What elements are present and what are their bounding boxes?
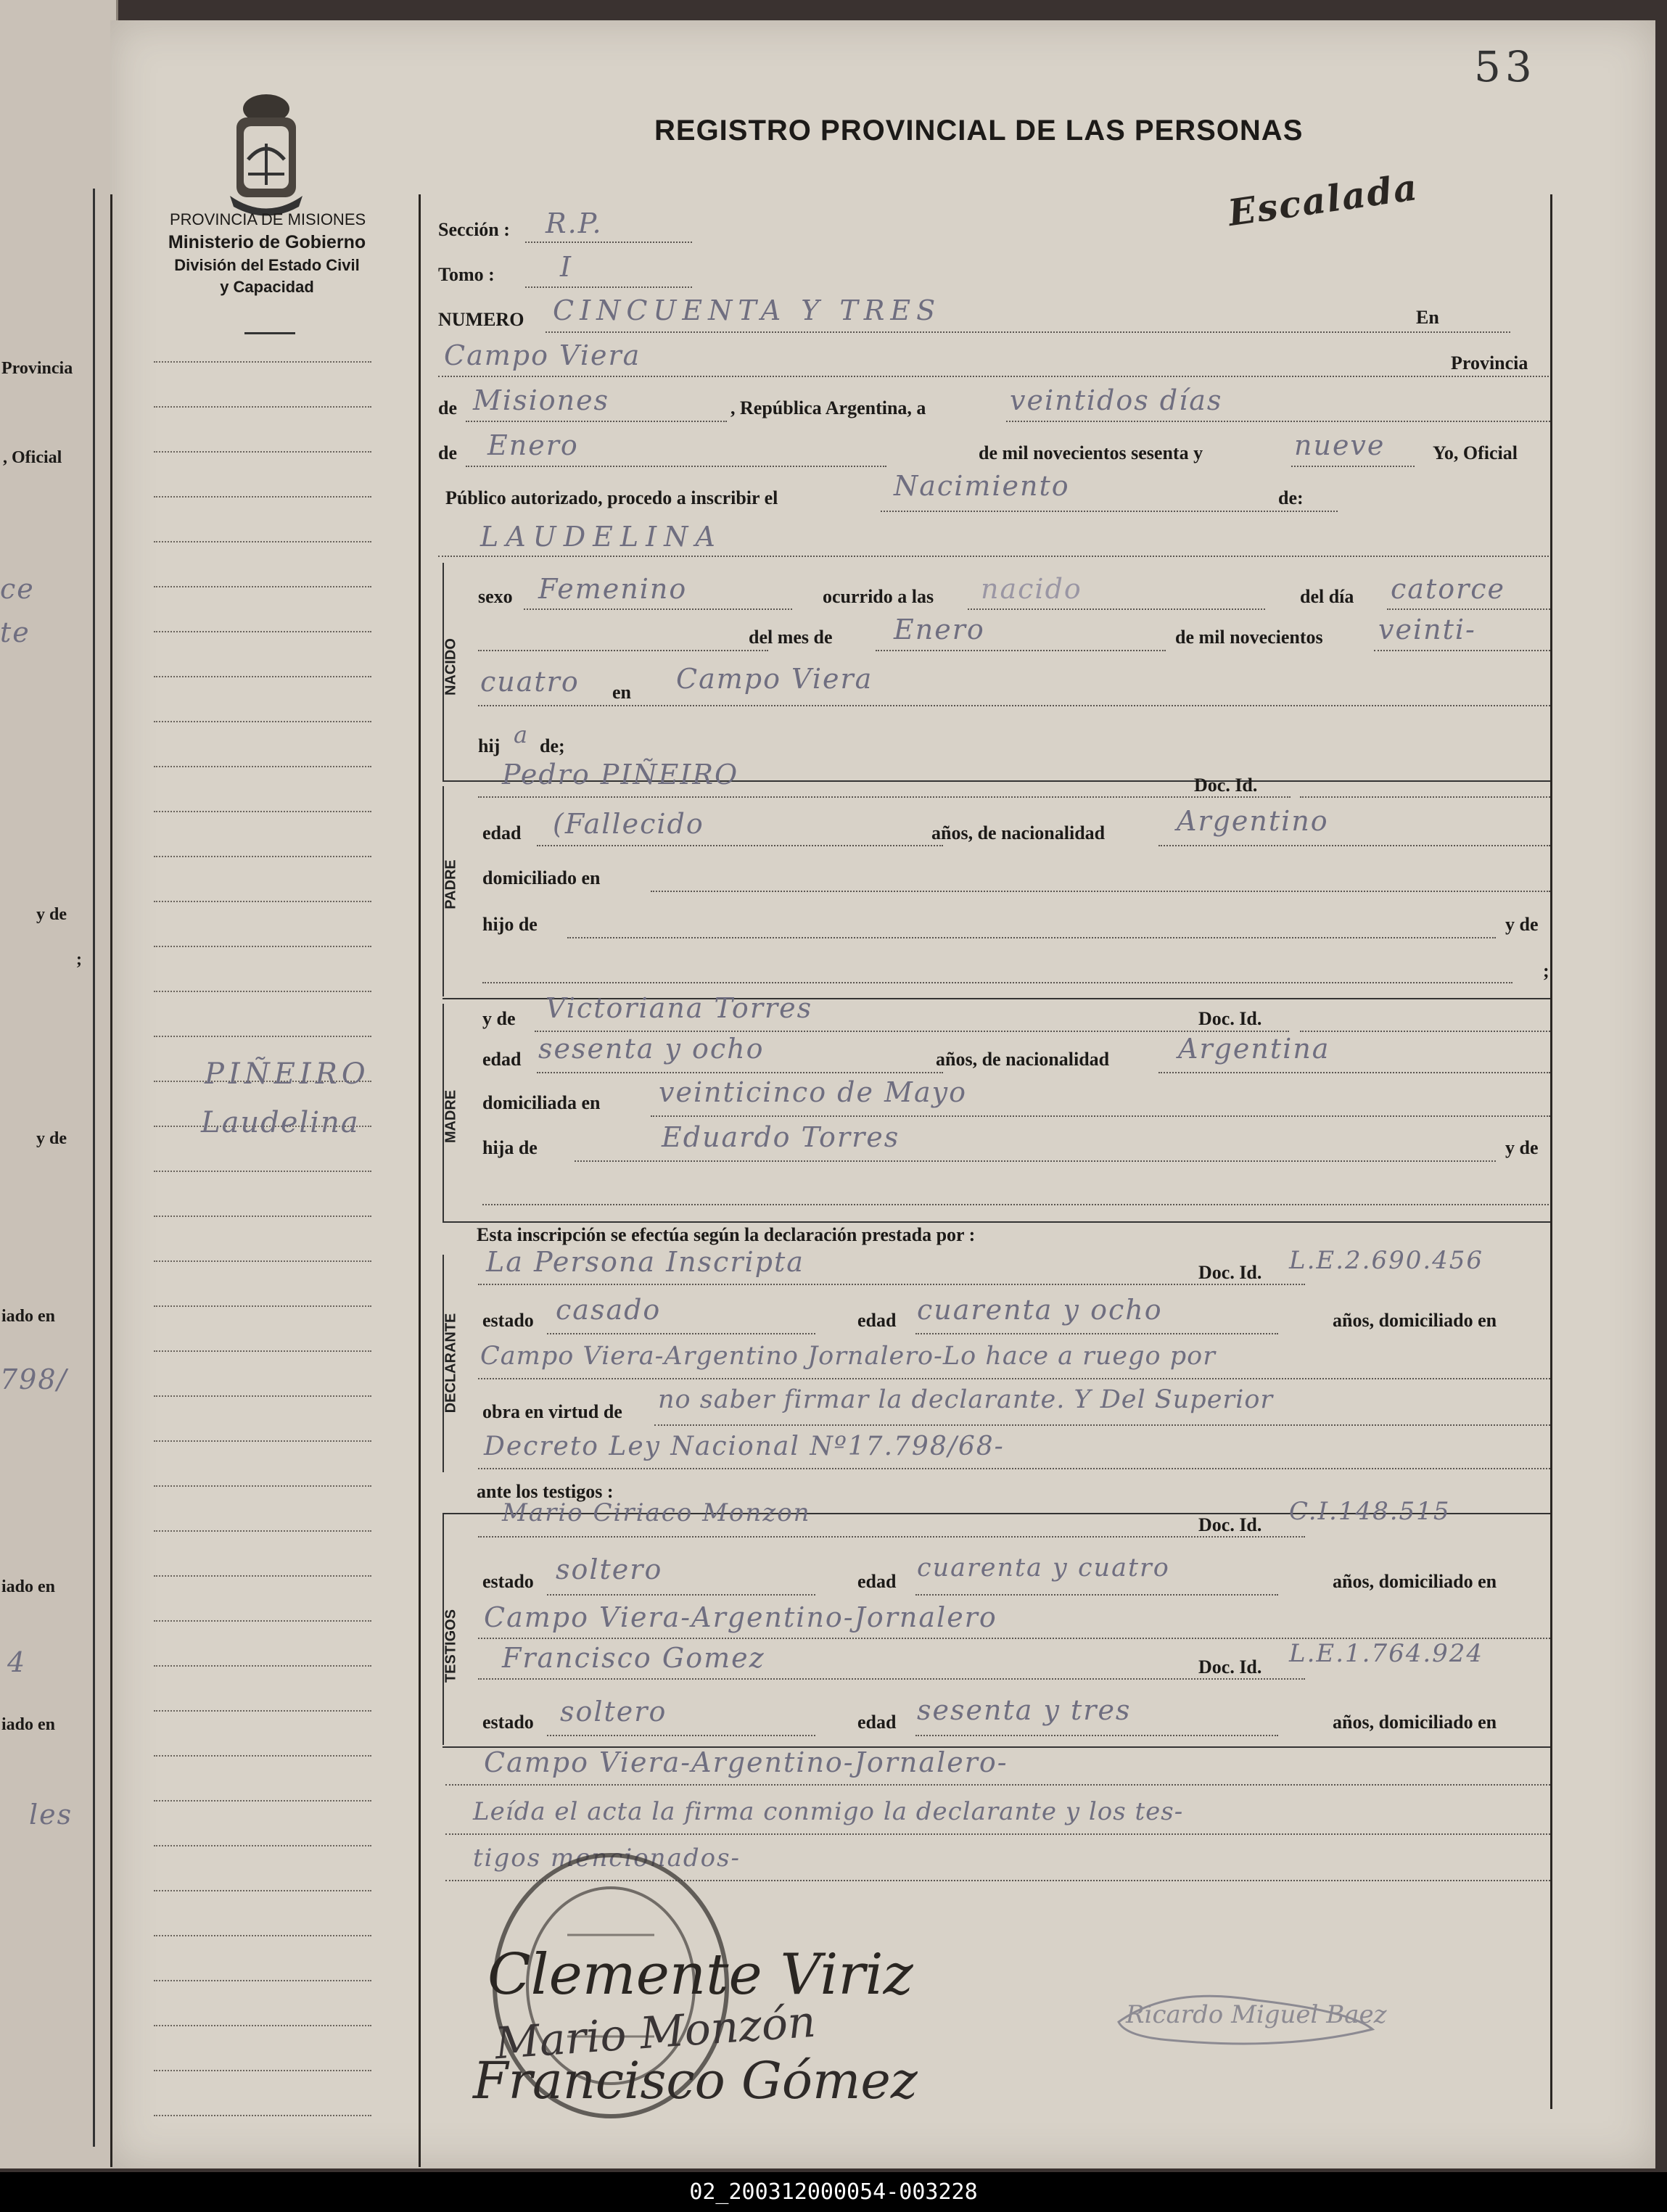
seccion-value: R.P. xyxy=(546,207,603,239)
margin-border xyxy=(110,194,112,2167)
margin-rule xyxy=(154,766,371,767)
prev-fragment: iado en xyxy=(1,1307,56,1326)
firma-oficial: Ricardo Miguel Baez xyxy=(1126,2000,1387,2029)
testigo1-doc-value: C.I.148.515 xyxy=(1289,1497,1451,1526)
margin-name: Laudelina xyxy=(201,1106,360,1139)
testigo1-nombre-value: Mario Ciriaco Monzon xyxy=(502,1498,811,1527)
hij-de-label: de; xyxy=(540,735,565,756)
anio-nacido-value: veinti- xyxy=(1378,614,1476,645)
declarante-estado-value: casado xyxy=(556,1294,662,1326)
prev-fragment: iado en xyxy=(1,1577,56,1596)
madre-padres-value: Eduardo Torres xyxy=(662,1121,900,1153)
testigo1-doc-label: Doc. Id. xyxy=(1198,1514,1262,1535)
madre-domicilio-label: domiciliada en xyxy=(482,1092,601,1113)
declarante-doc-label: Doc. Id. xyxy=(1198,1262,1262,1283)
prev-hand: te xyxy=(0,616,30,648)
margin-rule xyxy=(154,676,371,677)
division-heading-2: y Capacidad xyxy=(220,278,314,296)
hora-value: nacido xyxy=(981,573,1082,605)
testigo2-domicilio-value: Campo Viera-Argentino-Jornalero- xyxy=(484,1746,1008,1778)
margin-rule xyxy=(154,721,371,722)
testigo2-doc-label: Doc. Id. xyxy=(1198,1656,1262,1677)
republica-label: , República Argentina, a xyxy=(730,397,926,418)
margin-rule xyxy=(154,1755,371,1757)
madre-edad-value: sesenta y ocho xyxy=(538,1033,765,1065)
margin-rule xyxy=(154,2115,371,2116)
testigo1-edad-label: edad xyxy=(857,1571,897,1592)
page-number: 53 xyxy=(1474,42,1536,91)
obra-label: obra en virtud de xyxy=(482,1401,622,1422)
declarante-nombre-value: La Persona Inscripta xyxy=(486,1246,804,1278)
firma-declarante: Clemente Viriz xyxy=(487,1942,913,2007)
de2-label: de xyxy=(438,442,457,463)
oficial-label: Yo, Oficial xyxy=(1433,442,1518,463)
madre-hijade-label: hija de xyxy=(482,1137,538,1158)
seccion-label: Sección : xyxy=(438,219,510,240)
padre-hijode-label: hijo de xyxy=(482,914,538,935)
image-caption: 02_200312000054-003228 xyxy=(0,2172,1667,2212)
testigo2-edad-label: edad xyxy=(857,1712,897,1733)
coat-of-arms-icon xyxy=(226,87,306,218)
oficial-signature-flourish-icon xyxy=(1111,1978,1387,2058)
testigos-section-label: TESTIGOS xyxy=(443,1609,459,1683)
de3-label: de: xyxy=(1278,487,1304,508)
register-page xyxy=(110,20,1655,2168)
margin-rule xyxy=(154,1935,371,1936)
de-label: de xyxy=(438,397,457,418)
margin-rule xyxy=(154,1710,371,1712)
margin-rule xyxy=(154,2025,371,2026)
padre-yde-label: y de xyxy=(1505,914,1539,935)
mes-nacido-value: Enero xyxy=(894,614,985,645)
declarante-section-label: DECLARANTE xyxy=(443,1313,459,1414)
testigo2-nombre-value: Francisco Gomez xyxy=(502,1642,765,1674)
margin-border xyxy=(419,194,421,2167)
margin-rule xyxy=(154,361,371,363)
margin-rule xyxy=(154,1665,371,1667)
margin-rule xyxy=(154,1800,371,1802)
padre-nacionalidad-value: Argentino xyxy=(1177,805,1329,837)
declarante-domicilio-value: Campo Viera-Argentino Jornalero-Lo hace a ruego por xyxy=(480,1342,1216,1371)
tomo-value: I xyxy=(560,251,573,283)
decreto-value: Decreto Ley Nacional Nº17.798/68- xyxy=(484,1432,1005,1461)
prev-fragment: iado en xyxy=(1,1715,56,1734)
delmes-label: del mes de xyxy=(749,627,833,648)
cierre-linea2: tigos mencionados- xyxy=(473,1844,741,1873)
margin-surname: PIÑEIRO xyxy=(205,1057,370,1091)
prev-fragment: y de xyxy=(36,1129,67,1148)
margin-rule xyxy=(154,496,371,498)
prev-fragment: Provincia xyxy=(1,359,73,378)
margin-rule xyxy=(154,451,371,453)
margin-rule xyxy=(154,1440,371,1442)
margin-rule xyxy=(154,856,371,857)
prev-hand: ce xyxy=(0,573,35,605)
margin-rule xyxy=(154,901,371,902)
ministry-heading: Ministerio de Gobierno xyxy=(168,232,366,252)
padre-semicolon: ; xyxy=(1543,960,1549,981)
firma-testigo1: Mario Monzón xyxy=(493,1996,818,2070)
margin-rule xyxy=(154,1216,371,1217)
testigo2-doc-value: L.E.1.764.924 xyxy=(1289,1639,1484,1668)
margin-rule xyxy=(154,1845,371,1846)
prev-fragment: , Oficial xyxy=(3,448,62,467)
margin-rule xyxy=(154,1036,371,1037)
declarante-intro: Esta inscripción se efectúa según la declaración prestada por : xyxy=(477,1224,976,1245)
testigo1-domicilio-value: Campo Viera-Argentino-Jornalero xyxy=(484,1601,997,1633)
padre-edad-value: (Fallecido xyxy=(553,808,704,840)
anio-value: nueve xyxy=(1294,429,1386,461)
acto-value: Nacimiento xyxy=(894,470,1070,502)
padre-edad-label: edad xyxy=(482,822,522,843)
en-label: En xyxy=(1416,307,1439,328)
header-signature: Escalada xyxy=(1225,165,1421,235)
madre-nacionalidad-value: Argentina xyxy=(1178,1033,1330,1065)
margin-rule xyxy=(154,1350,371,1352)
right-border xyxy=(1550,194,1552,2109)
margin-rule xyxy=(154,1620,371,1622)
division-heading: División del Estado Civil xyxy=(174,256,360,274)
en-nacido-label: en xyxy=(612,682,631,703)
madre-nac-label: años, de nacionalidad xyxy=(936,1049,1110,1070)
page-title: REGISTRO PROVINCIAL DE LAS PERSONAS xyxy=(654,115,1304,146)
declarante-estado-label: estado xyxy=(482,1310,534,1331)
tomo-label: Tomo : xyxy=(438,264,495,285)
testigo1-dom-label: años, domiciliado en xyxy=(1333,1571,1497,1592)
obra-value: no saber firmar la declarante. Y Del Superior xyxy=(658,1385,1274,1414)
margin-rule xyxy=(154,991,371,992)
ocurrido-label: ocurrido a las xyxy=(823,586,934,607)
dia-nacido-value: catorce xyxy=(1391,573,1506,605)
margin-rule xyxy=(154,406,371,408)
milnov-label: de mil novecientos xyxy=(1175,627,1323,648)
sexo-label: sexo xyxy=(478,586,513,607)
margin-rule xyxy=(154,541,371,542)
madre-yde-label: y de xyxy=(482,1008,516,1029)
firma-testigo2: Francisco Gómez xyxy=(473,2051,918,2110)
margin-rule xyxy=(154,1890,371,1891)
mes-value: Enero xyxy=(487,429,579,461)
testigo1-estado-value: soltero xyxy=(556,1553,663,1585)
margin-rule xyxy=(154,1395,371,1397)
margin-rule xyxy=(154,1260,371,1262)
prev-hand: 4 xyxy=(7,1646,27,1678)
cierre-linea1: Leída el acta la firma conmigo la declarante y los tes- xyxy=(473,1797,1184,1826)
numero-label: NUMERO xyxy=(438,309,524,330)
testigo2-estado-label: estado xyxy=(482,1712,534,1733)
madre-doc-label: Doc. Id. xyxy=(1198,1008,1262,1029)
testigo2-dom-label: años, domiciliado en xyxy=(1333,1712,1497,1733)
declarante-edad-value: cuarenta y ocho xyxy=(917,1294,1163,1326)
testigo1-estado-label: estado xyxy=(482,1571,534,1592)
madre-section-label: MADRE xyxy=(443,1089,459,1144)
madre-nombre-value: Victoriana Torres xyxy=(546,992,813,1024)
previous-page xyxy=(0,0,118,2168)
margin-rule xyxy=(154,1171,371,1172)
madre-edad-label: edad xyxy=(482,1049,522,1070)
declarante-edad-label: edad xyxy=(857,1310,897,1331)
testigos-intro: ante los testigos : xyxy=(477,1481,614,1502)
numero-value: CINCUENTA Y TRES xyxy=(553,294,942,326)
provincia-label: Provincia xyxy=(1451,352,1528,374)
padre-section-label: PADRE xyxy=(443,859,459,909)
anio2-nacido-value: cuatro xyxy=(480,666,580,698)
deldia-label: del día xyxy=(1300,586,1354,607)
margin-rule xyxy=(154,586,371,587)
prev-fragment: y de xyxy=(36,905,67,924)
padre-domicilio-label: domiciliado en xyxy=(482,867,601,888)
heading-rule xyxy=(244,332,295,334)
publico-label: Público autorizado, procedo a inscribir el xyxy=(445,487,778,508)
margin-rule xyxy=(154,1305,371,1307)
inscripto-value: LAUDELINA xyxy=(480,521,723,553)
province-heading: PROVINCIA DE MISIONES xyxy=(170,210,366,228)
margin-rule xyxy=(154,1530,371,1532)
anio-label: de mil novecientos sesenta y xyxy=(979,442,1203,463)
margin-rule xyxy=(154,946,371,947)
prev-fragment: ; xyxy=(76,950,82,969)
padre-nac-label: años, de nacionalidad xyxy=(931,822,1106,843)
lugar-value: Campo Viera xyxy=(444,339,641,371)
prev-hand: 798/ xyxy=(0,1363,68,1395)
margin-rule xyxy=(154,1980,371,1981)
margin-rule xyxy=(154,811,371,812)
dia-value: veintidos días xyxy=(1010,384,1223,416)
testigo2-estado-value: soltero xyxy=(560,1696,667,1728)
madre-domicilio-value: veinticinco de Mayo xyxy=(659,1076,967,1108)
sexo-value: Femenino xyxy=(538,573,688,605)
padre-doc-label: Doc. Id. xyxy=(1194,775,1258,796)
testigo1-edad-value: cuarenta y cuatro xyxy=(917,1553,1170,1582)
margin-rule xyxy=(154,1485,371,1487)
madre-yde2-label: y de xyxy=(1505,1137,1539,1158)
margin-rule xyxy=(154,2070,371,2071)
declarante-dom-label: años, domiciliado en xyxy=(1333,1310,1497,1331)
hij-value: a xyxy=(514,721,530,748)
declarante-doc-value: L.E.2.690.456 xyxy=(1289,1246,1484,1275)
lugar-nacido-value: Campo Viera xyxy=(676,663,873,695)
testigo2-edad-value: sesenta y tres xyxy=(917,1694,1132,1726)
provincia-value: Misiones xyxy=(473,384,610,416)
hij-label: hij xyxy=(478,735,501,756)
nacido-section-label: NACIDO xyxy=(443,638,459,696)
margin-rule xyxy=(154,631,371,632)
prev-hand: les xyxy=(29,1799,73,1831)
margin-rule xyxy=(154,1575,371,1577)
padre-nombre-value: Pedro PIÑEIRO xyxy=(502,759,739,791)
